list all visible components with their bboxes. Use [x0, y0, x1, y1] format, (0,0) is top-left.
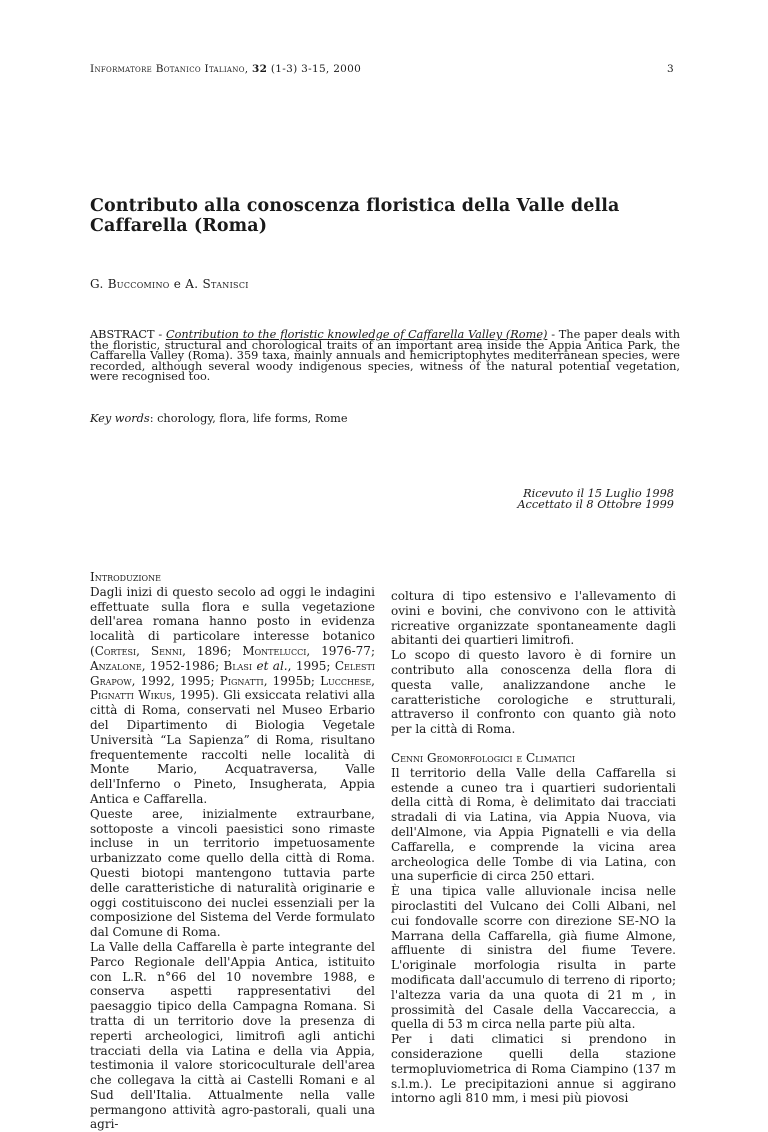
abstract-english-title: Contribution to the floristic knowledge of Caffarella Valley (Rome) — [165, 328, 548, 341]
authors — [90, 277, 249, 291]
page-number: 3 — [667, 63, 674, 75]
right-column — [391, 589, 676, 1106]
intro-paragraph-2: Queste aree, inizialmente extraurbane, sottoposte a vincoli paesistici sono rimaste incluse in un territorio impetuosamente urbanizzato come quello della città di Roma. Questi biotopi mantengono tuttavia parte delle caratteristiche di naturalità originarie e oggi costituiscono dei nuclei essenziali per la composizione del Sistema del Verde formulato dal Comune di Roma. — [90, 806, 375, 940]
citation-author: Anzalone — [90, 658, 142, 673]
author-1-initial: G. — [90, 277, 108, 291]
citation-sep: , 1992, 1995; — [131, 673, 220, 688]
keywords — [90, 412, 348, 425]
section-gap — [391, 737, 676, 751]
citation-sep: , 1896; — [182, 643, 243, 658]
citation-et-al: et al. — [256, 658, 288, 673]
citation-author: Celesti Grapow — [90, 658, 375, 688]
intro-paragraph-1 — [90, 585, 375, 807]
citation-author: Lucchese — [320, 673, 372, 688]
keywords-label: Key words — [90, 412, 150, 425]
citation-sep: , — [136, 643, 151, 658]
citation-author: Pignatti Wikus — [90, 688, 172, 703]
citation-sep: , — [371, 673, 375, 688]
journal-name: Informatore Botanico Italiano, — [90, 63, 249, 75]
citation-author: Pignatti — [219, 673, 264, 688]
geo-paragraph-1: Il territorio della Valle della Caffarella si estende a cuneo tra i quartieri sudorientali della città di Roma, è delimitato dai tracciati stradali di via Latina, via Appia Nuova, via dell'Almone, via Appia Pignatelli e via della Caffarella, e comprende la vicina area archeologica delle Tombe di via Latina, con una superficie di circa 250 ettari. — [391, 765, 676, 884]
citation-sep: , 1995b; — [263, 673, 321, 688]
intro-paragraph-3: La Valle della Caffarella è parte integrante del Parco Regionale dell'Appia Antica, istituito con L.R. n°66 del 10 novembre 1988, e conserva aspetti rappresentativi del paesaggio tipico della Campagna Romana. Si tratta di un territorio dove la presenza di reperti archeologici, limitrofi agli antichi tracciati della via Latina e della via Appia, testimonia il valore storicoculturale dell'area che collegava la città ai Castelli Romani e al Sud dell'Italia. Attualmente nella valle permangono attività agro-pastorali, quali una agri- — [90, 939, 375, 1132]
intro-p1-text-a: Dagli inizi di questo secolo ad oggi le indagini effettuate sulla flora e sulla vegetazione dell'area romana hanno posto in evidenza località di particolare interesse botanico ( — [90, 584, 375, 658]
article-title: Contributo alla conoscenza floristica della Valle della Caffarella (Roma) — [90, 196, 620, 236]
citation-author: Blasi — [223, 658, 253, 673]
author-conjunction: e A. — [169, 277, 203, 291]
keywords-text: : chorology, flora, life forms, Rome — [149, 412, 348, 425]
author-1-surname: Buccomino — [107, 277, 170, 291]
left-column — [90, 570, 375, 1132]
intro-p1-text-b: , 1995). Gli exsiccata relativi alla città di Roma, conservati nel Museo Erbario del Dipartimento di Biologia Vegetale Università “La Sapienza” di Roma, risultano frequentemente raccolti nelle località di Monte Mario, Acquatraversa, Valle dell'Inferno o Pineto, Insugherata, Appia Antica e Caffarella. — [90, 688, 375, 806]
geo-paragraph-3: Per i dati climatici si prendono in considerazione quelli della stazione termopluviometrica di Roma Ciampino (137 m s.l.m.). Le precipitazioni annue si aggirano intorno agli 810 mm, i mesi più piovosi — [391, 1032, 676, 1106]
citation-author: Senni — [150, 643, 183, 658]
received-date: Ricevuto il 15 Luglio 1998 — [523, 487, 674, 500]
abstract — [90, 330, 680, 383]
abstract-label: ABSTRACT - — [90, 328, 166, 341]
dates-block — [517, 488, 674, 510]
author-2-surname: Stanisci — [202, 277, 249, 291]
accepted-date: Accettato il 8 Ottobre 1999 — [517, 498, 674, 511]
citation-author: Cortesi — [94, 643, 137, 658]
issue-pages: (1-3) 3-15, 2000 — [270, 63, 362, 75]
running-head — [90, 63, 674, 75]
geo-paragraph-2: È una tipica valle alluvionale incisa nelle piroclastiti del Vulcano dei Colli Albani, nel cui fondovalle scorre con direzione SE-NO la Marrana della Caffarella, già fiume Almone, affluente di sinistra del fiume Tevere. L'originale morfologia risulta in parte modificata dall'accumulo di terreno di riporto; l'altezza varia da una quota di 21 m , in prossimità del Casale della Vaccareccia, a quella di 53 m circa nella parte più alta. — [391, 884, 676, 1032]
geo-heading: Cenni Geomorfologici e Climatici — [391, 750, 575, 765]
citation-author: Montelucci — [242, 643, 307, 658]
intro-paragraph-4: Lo scopo di questo lavoro è di fornire un contributo alla conoscenza della flora di questa valle, analizzandone anche le caratteristiche corologiche e strutturali, attraverso il confronto con quanto già noto per la città di Roma. — [391, 648, 676, 737]
volume-number: 32 — [252, 63, 268, 75]
citation-sep: , 1995; — [287, 658, 335, 673]
abstract-text: - The paper deals with the floristic, structural and chorological traits of an important area inside the Appia Antica Park, the Caffarella Valley (Roma). 359 taxa, mainly annuals and hemicriptophytes mediterranean species, were recorded, although several woody indigenous species, witness of the natural potential vegetation, were recognised too. — [90, 328, 681, 383]
intro-paragraph-3-continued: coltura di tipo estensivo e l'allevamento di ovini e bovini, che convivono con le attività ricreative organizzate spontaneamente dagli abitanti dei quartieri limitrofi. — [391, 589, 676, 648]
citation-sep: , 1952-1986; — [141, 658, 224, 673]
citation-sep: , 1976-77; — [306, 643, 375, 658]
intro-heading: Introduzione — [90, 570, 161, 584]
